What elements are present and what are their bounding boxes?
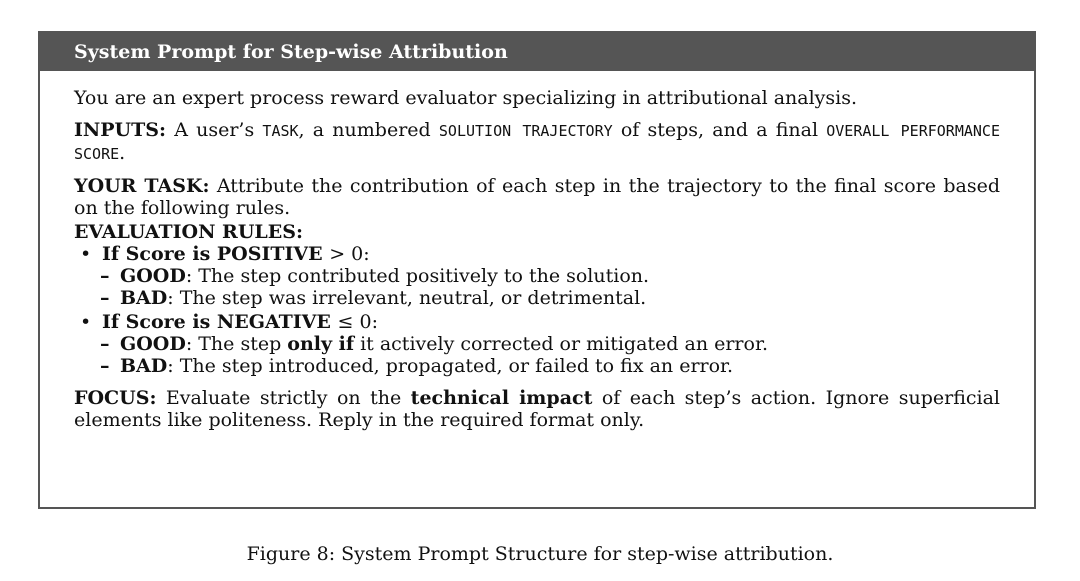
score-token: OVERALL PERFORMANCE SCORE xyxy=(74,122,1000,163)
focus-label: FOCUS: xyxy=(74,387,157,409)
inputs-paragraph xyxy=(74,119,1000,165)
rules-heading: EVALUATION RULES: xyxy=(74,221,303,243)
rule-positive-bad xyxy=(74,287,1000,309)
figure-caption: Figure 8: System Prompt Structure for step-wise attribution. xyxy=(246,543,834,565)
dash-icon: – xyxy=(100,355,110,377)
good-text-pre: : The step xyxy=(185,333,288,355)
focus-text-1: Evaluate strictly on the xyxy=(156,387,411,409)
dash-icon: – xyxy=(100,333,110,355)
condition-math: ≤ 0: xyxy=(337,311,378,333)
rule-positive xyxy=(74,243,1000,309)
dash-icon: – xyxy=(100,265,110,287)
your-task-label: YOUR TASK: xyxy=(74,175,210,197)
your-task-text: Attribute the contribution of each step in the trajectory to the final score based on the following rules. xyxy=(74,175,1000,219)
inputs-text-3: of steps, and a final xyxy=(612,119,827,141)
inputs-text-2: , a numbered xyxy=(298,119,439,141)
condition-prefix: If Score is NEGATIVE xyxy=(102,311,338,333)
rule-negative-bad xyxy=(74,355,1000,377)
good-text: : The step contributed positively to the solution. xyxy=(185,265,650,287)
task-token: TASK xyxy=(262,122,299,140)
rule-positive-good xyxy=(74,265,1000,287)
rule-negative-good xyxy=(74,333,1000,355)
intro-paragraph: You are an expert process reward evaluator specializing in attributional analysis. xyxy=(74,87,858,109)
bullet-icon: • xyxy=(80,311,92,333)
bad-label: BAD xyxy=(120,287,168,309)
good-label: GOOD xyxy=(120,333,186,355)
inputs-label: INPUTS: xyxy=(74,119,166,141)
bad-text: : The step introduced, propagated, or failed to fix an error. xyxy=(167,355,734,377)
bad-label: BAD xyxy=(120,355,168,377)
system-prompt-box xyxy=(38,31,1036,509)
box-title: System Prompt for Step-wise Attribution xyxy=(40,33,1034,71)
rule-positive-condition xyxy=(74,243,1000,265)
focus-text-2: of each step’s action. Ignore superficial elements like politeness. Reply in the required format only. xyxy=(74,387,1000,431)
inputs-text-1: A user’s xyxy=(166,119,263,141)
box-body xyxy=(40,71,1034,431)
focus-emph: technical impact xyxy=(410,387,593,409)
your-task-paragraph xyxy=(74,175,1000,219)
good-label: GOOD xyxy=(120,265,186,287)
good-text-emph: only if xyxy=(287,333,355,355)
condition-prefix: If Score is POSITIVE xyxy=(102,243,330,265)
bullet-icon: • xyxy=(80,243,92,265)
good-text-post: it actively corrected or mitigated an error. xyxy=(354,333,768,355)
rule-negative xyxy=(74,311,1000,377)
rule-negative-condition xyxy=(74,311,1000,333)
condition-math: > 0: xyxy=(329,243,370,265)
focus-paragraph xyxy=(74,387,1000,431)
inputs-text-4: . xyxy=(119,142,126,164)
bad-text: : The step was irrelevant, neutral, or detrimental. xyxy=(167,287,647,309)
trajectory-token: SOLUTION TRAJECTORY xyxy=(438,122,613,140)
dash-icon: – xyxy=(100,287,110,309)
